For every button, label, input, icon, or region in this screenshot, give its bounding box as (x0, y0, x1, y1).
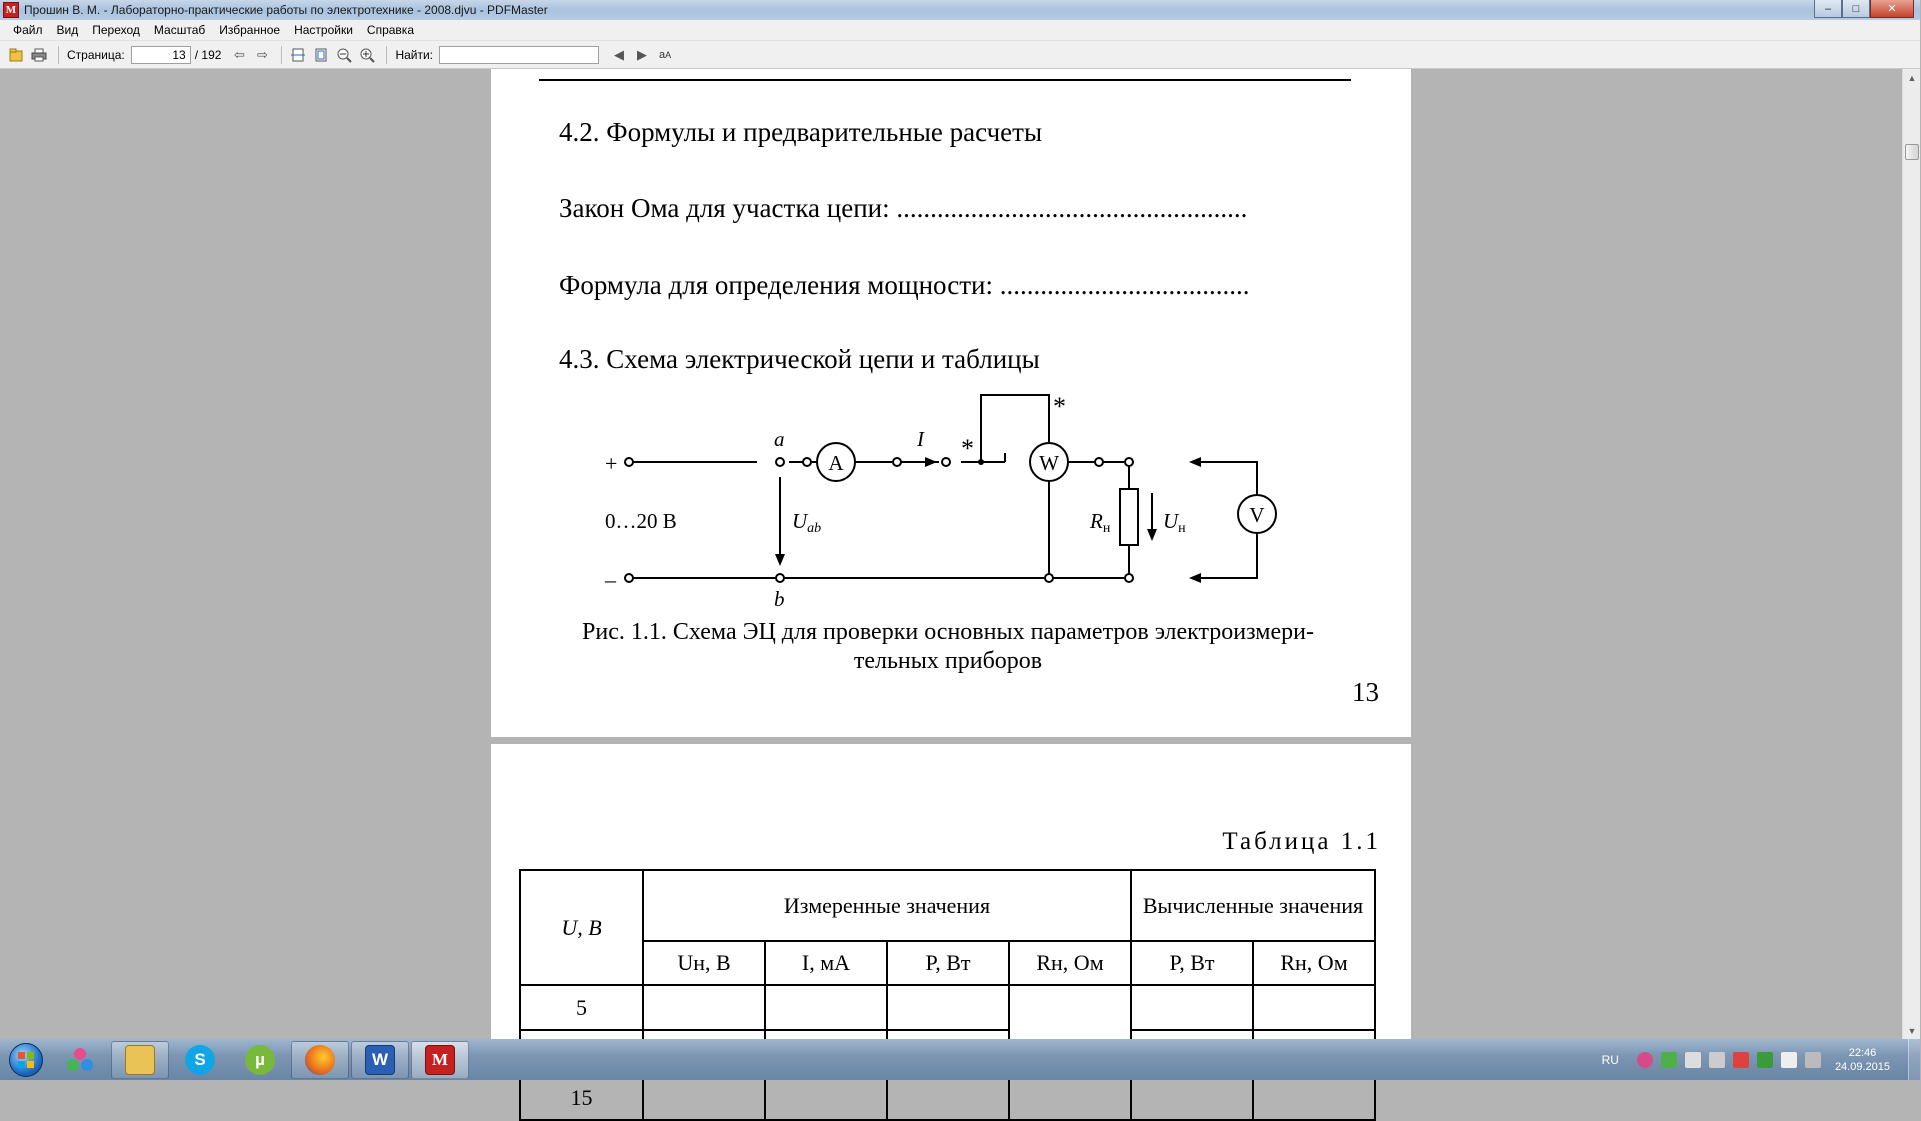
voltmeter-label: V (1249, 503, 1265, 527)
taskbar-skype[interactable] (171, 1041, 229, 1079)
toolbar-separator (386, 46, 387, 64)
page-label: Страница: (67, 47, 125, 62)
taskbar-pdfmaster[interactable] (411, 1041, 469, 1079)
table-row (520, 985, 1375, 1030)
header-calculated: Вычисленные значения (1131, 870, 1375, 941)
zoom-out-icon[interactable] (334, 45, 354, 65)
current-label: I (917, 427, 924, 451)
security-icon[interactable] (1733, 1052, 1749, 1068)
open-icon[interactable] (6, 45, 26, 65)
star-marker: * (961, 434, 974, 463)
table-cell (1131, 1075, 1253, 1120)
taskbar-utorrent[interactable] (231, 1041, 289, 1079)
find-input[interactable] (439, 46, 599, 64)
skype-icon: S (185, 1045, 215, 1075)
menu-file[interactable]: Файл (13, 23, 43, 37)
header-i: I, мА (765, 941, 887, 985)
back-arrow-icon[interactable]: ⇦ (233, 46, 245, 62)
title-bar (0, 0, 1920, 20)
header-p-calculated: P, Вт (1131, 941, 1253, 985)
section-heading-formulas: 4.2. Формулы и предварительные расчеты (559, 117, 1043, 147)
print-icon[interactable] (29, 45, 49, 65)
scroll-thumb[interactable] (1905, 144, 1919, 160)
load-resistor-label: Rн (1090, 509, 1111, 536)
maximize-button[interactable]: □ (1842, 0, 1870, 18)
table-cell (887, 1075, 1009, 1120)
molecule-icon (65, 1045, 95, 1075)
node-b-label: b (774, 587, 785, 611)
system-tray (1602, 1039, 1920, 1080)
ohm-law-line: Закон Ома для участка цепи: .................................................... (559, 193, 1248, 223)
table-cell (643, 1075, 765, 1120)
node-a-label: a (774, 427, 785, 451)
vertical-scrollbar[interactable] (1902, 69, 1920, 1039)
menu-favorites[interactable]: Избранное (219, 23, 281, 37)
star-marker: * (1053, 392, 1066, 421)
flag-icon[interactable] (1781, 1052, 1797, 1068)
window-controls (1814, 0, 1914, 18)
caption-line-1: Рис. 1.1. Схема ЭЦ для проверки основных параметров электроизмери- (582, 619, 1314, 645)
clock-date: 24.09.2015 (1834, 1060, 1890, 1073)
firefox-icon (305, 1045, 335, 1075)
table-row (520, 1075, 1375, 1120)
menu-view[interactable]: Вид (56, 23, 79, 37)
page-total: / 192 (194, 47, 222, 62)
fit-width-icon[interactable] (288, 45, 308, 65)
row-u-value: 5 (520, 985, 643, 1030)
menu-settings[interactable]: Настройки (294, 23, 353, 37)
taskbar-pin-colorful[interactable] (51, 1041, 109, 1079)
volume-icon[interactable] (1685, 1052, 1701, 1068)
toolbar-separator (281, 46, 282, 64)
clock-time: 22:46 (1848, 1046, 1877, 1059)
explorer-icon (125, 1045, 155, 1075)
word-icon: W (365, 1045, 395, 1075)
page-number: 13 (1352, 677, 1379, 707)
tray-app-icon[interactable] (1637, 1052, 1653, 1068)
forward-arrow-icon[interactable]: ⇨ (256, 46, 268, 62)
load-voltage-label: Uн (1163, 509, 1186, 536)
wattmeter-label: W (1039, 451, 1059, 475)
app-icon[interactable]: M (3, 2, 19, 18)
nvidia-icon[interactable] (1757, 1052, 1773, 1068)
minimize-button[interactable]: – (1814, 0, 1842, 18)
table-cell (887, 985, 1009, 1030)
figure-caption (533, 618, 1363, 676)
display-icon[interactable] (1805, 1052, 1821, 1068)
plus-terminal-label: + (605, 451, 618, 476)
clock[interactable] (1835, 1046, 1890, 1074)
show-desktop-button[interactable] (1908, 1039, 1920, 1080)
speaker-icon[interactable] (1709, 1052, 1725, 1068)
header-measured: Измеренные значения (643, 870, 1131, 941)
find-next-icon[interactable]: ▶ (637, 46, 648, 62)
tray-network-icon[interactable] (1661, 1052, 1677, 1068)
toolbar-separator (58, 46, 59, 64)
pdfmaster-icon: M (425, 1045, 455, 1075)
find-previous-icon[interactable]: ◀ (614, 46, 625, 62)
voltage-uab-label: Uab (792, 509, 822, 536)
scroll-down-icon[interactable]: ▼ (1907, 1025, 1917, 1036)
scroll-up-icon[interactable]: ▲ (1907, 72, 1917, 83)
language-indicator[interactable]: RU (1601, 1052, 1619, 1067)
zoom-in-icon[interactable] (357, 45, 377, 65)
document-page-14 (491, 744, 1411, 1110)
table-cell (1253, 985, 1375, 1030)
caption-line-2: тельных приборов (853, 648, 1043, 674)
section-heading-scheme: 4.3. Схема электрической цепи и таблицы (559, 344, 1040, 374)
table-cell (1253, 1075, 1375, 1120)
header-un: Uн, В (643, 941, 765, 985)
table-title: Таблица 1.1 (1222, 828, 1381, 855)
start-button[interactable] (3, 1040, 49, 1080)
table-cell (765, 985, 887, 1030)
row-u-value: 15 (520, 1075, 643, 1120)
windows-logo-icon (9, 1043, 43, 1077)
header-rn-measured: Rн, Ом (1009, 941, 1131, 985)
taskbar-firefox[interactable] (291, 1041, 349, 1079)
source-range-label: 0…20 В (605, 509, 677, 533)
match-case-icon[interactable]: a A (658, 48, 672, 61)
menu-zoom[interactable]: Масштаб (153, 23, 206, 37)
fit-page-icon[interactable] (311, 45, 331, 65)
document-page-13 (491, 69, 1411, 737)
taskbar (0, 1039, 1920, 1080)
ammeter-label: A (828, 451, 844, 475)
menu-help[interactable]: Справка (366, 23, 414, 37)
taskbar-word[interactable] (351, 1041, 409, 1079)
menu-go[interactable]: Переход (92, 23, 140, 37)
circuit-diagram (599, 391, 1299, 611)
toolbar (0, 41, 1920, 69)
table-cell (1131, 985, 1253, 1030)
minus-terminal-label: – (605, 567, 616, 592)
header-rule (539, 79, 1351, 81)
header-u: U, В (520, 870, 643, 985)
table-cell (765, 1075, 887, 1120)
header-p-measured: P, Вт (887, 941, 1009, 985)
find-label: Найти: (395, 47, 434, 62)
taskbar-explorer[interactable] (111, 1041, 169, 1079)
power-formula-line: Формула для определения мощности: ..................................... (559, 270, 1250, 300)
table-cell (643, 985, 765, 1030)
measurement-table (519, 869, 1376, 1121)
utorrent-icon: µ (245, 1045, 275, 1075)
header-rn-calculated: Rн, Ом (1253, 941, 1375, 985)
menu-bar (0, 20, 1920, 41)
close-button[interactable]: ✕ (1870, 0, 1914, 18)
window-title: Прошин В. М. - Лабораторно-практические работы по электротехнике - 2008.djvu - PDFMaster (24, 3, 548, 17)
page-number-input[interactable] (131, 46, 191, 64)
